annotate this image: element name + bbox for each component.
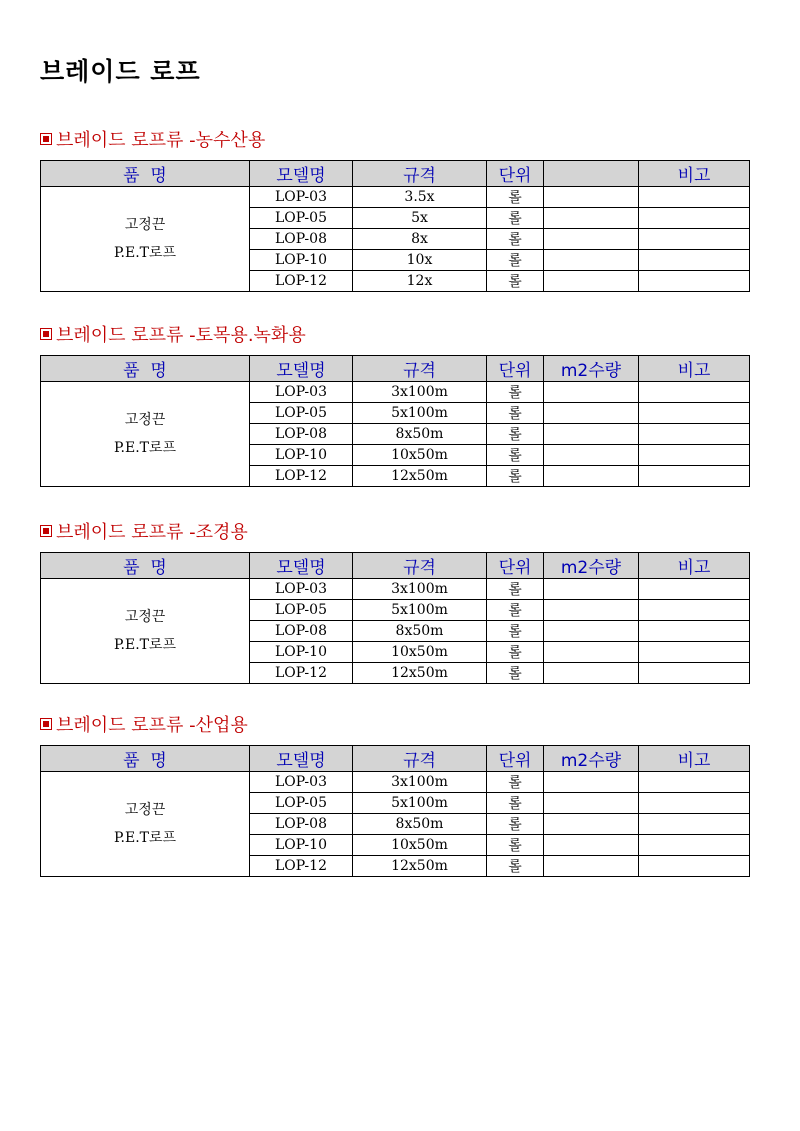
spec-cell: 3x100m bbox=[353, 382, 487, 403]
table-header-row bbox=[41, 553, 750, 579]
product-name-cell bbox=[41, 187, 250, 292]
unit-cell: 롤 bbox=[487, 793, 544, 814]
table-header-row bbox=[41, 161, 750, 187]
quantity-cell bbox=[544, 663, 639, 684]
header-note: 비고 bbox=[639, 161, 750, 187]
product-category: 고정끈 bbox=[124, 217, 166, 233]
spec-cell: 8x bbox=[353, 229, 487, 250]
header-quantity: m2수량 bbox=[544, 746, 639, 772]
header-model: 모델명 bbox=[250, 161, 353, 187]
spec-cell: 12x50m bbox=[353, 856, 487, 877]
note-cell bbox=[639, 445, 750, 466]
header-spec: 규격 bbox=[353, 553, 487, 579]
model-cell: LOP-05 bbox=[250, 403, 353, 424]
table-row bbox=[41, 187, 750, 208]
spec-cell: 10x50m bbox=[353, 445, 487, 466]
header-unit: 단위 bbox=[487, 553, 544, 579]
spec-table bbox=[40, 552, 750, 684]
quantity-cell bbox=[544, 466, 639, 487]
model-cell: LOP-03 bbox=[250, 772, 353, 793]
header-product-name: 품 명 bbox=[41, 161, 250, 187]
quantity-cell bbox=[544, 208, 639, 229]
model-cell: LOP-10 bbox=[250, 445, 353, 466]
header-quantity: m2수량 bbox=[544, 553, 639, 579]
spec-cell: 10x50m bbox=[353, 835, 487, 856]
spec-cell: 8x50m bbox=[353, 814, 487, 835]
product-category: 고정끈 bbox=[124, 802, 166, 818]
header-spec: 규격 bbox=[353, 161, 487, 187]
product-name-cell bbox=[41, 382, 250, 487]
note-cell bbox=[639, 250, 750, 271]
table-row bbox=[41, 579, 750, 600]
quantity-cell bbox=[544, 835, 639, 856]
red-square-bullet-icon bbox=[40, 133, 52, 145]
header-product-name: 품 명 bbox=[41, 746, 250, 772]
note-cell bbox=[639, 814, 750, 835]
spec-cell: 12x bbox=[353, 271, 487, 292]
note-cell bbox=[639, 621, 750, 642]
unit-cell: 롤 bbox=[487, 250, 544, 271]
product-type: P.E.T로프 bbox=[113, 830, 177, 846]
model-cell: LOP-12 bbox=[250, 466, 353, 487]
quantity-cell bbox=[544, 445, 639, 466]
quantity-cell bbox=[544, 250, 639, 271]
model-cell: LOP-12 bbox=[250, 856, 353, 877]
unit-cell: 롤 bbox=[487, 382, 544, 403]
unit-cell: 롤 bbox=[487, 271, 544, 292]
unit-cell: 롤 bbox=[487, 814, 544, 835]
section-heading bbox=[40, 323, 306, 345]
spec-cell: 5x100m bbox=[353, 793, 487, 814]
table-header-row bbox=[41, 356, 750, 382]
note-cell bbox=[639, 772, 750, 793]
quantity-cell bbox=[544, 793, 639, 814]
unit-cell: 롤 bbox=[487, 579, 544, 600]
model-cell: LOP-08 bbox=[250, 229, 353, 250]
note-cell bbox=[639, 856, 750, 877]
unit-cell: 롤 bbox=[487, 445, 544, 466]
note-cell bbox=[639, 271, 750, 292]
section-heading bbox=[40, 128, 265, 150]
quantity-cell bbox=[544, 382, 639, 403]
product-name-cell bbox=[41, 772, 250, 877]
spec-cell: 3x100m bbox=[353, 772, 487, 793]
red-square-bullet-icon bbox=[40, 525, 52, 537]
spec-cell: 3.5x bbox=[353, 187, 487, 208]
unit-cell: 롤 bbox=[487, 856, 544, 877]
header-model: 모델명 bbox=[250, 553, 353, 579]
note-cell bbox=[639, 382, 750, 403]
quantity-cell bbox=[544, 271, 639, 292]
red-square-bullet-icon bbox=[40, 718, 52, 730]
spec-table bbox=[40, 355, 750, 487]
section-heading-text: 브레이드 로프류 -산업용 bbox=[56, 715, 248, 736]
model-cell: LOP-03 bbox=[250, 187, 353, 208]
spec-cell: 8x50m bbox=[353, 621, 487, 642]
table-row bbox=[41, 382, 750, 403]
spec-cell: 3x100m bbox=[353, 579, 487, 600]
unit-cell: 롤 bbox=[487, 600, 544, 621]
quantity-cell bbox=[544, 600, 639, 621]
note-cell bbox=[639, 663, 750, 684]
quantity-cell bbox=[544, 229, 639, 250]
header-note: 비고 bbox=[639, 746, 750, 772]
section-heading bbox=[40, 713, 248, 735]
note-cell bbox=[639, 579, 750, 600]
model-cell: LOP-08 bbox=[250, 424, 353, 445]
header-quantity bbox=[544, 161, 639, 187]
quantity-cell bbox=[544, 642, 639, 663]
unit-cell: 롤 bbox=[487, 403, 544, 424]
unit-cell: 롤 bbox=[487, 663, 544, 684]
model-cell: LOP-03 bbox=[250, 579, 353, 600]
header-model: 모델명 bbox=[250, 356, 353, 382]
spec-cell: 10x50m bbox=[353, 642, 487, 663]
unit-cell: 롤 bbox=[487, 835, 544, 856]
model-cell: LOP-10 bbox=[250, 642, 353, 663]
header-note: 비고 bbox=[639, 356, 750, 382]
model-cell: LOP-05 bbox=[250, 208, 353, 229]
page-title: 브레이드 로프 bbox=[40, 57, 201, 86]
header-product-name: 품 명 bbox=[41, 356, 250, 382]
header-unit: 단위 bbox=[487, 161, 544, 187]
unit-cell: 롤 bbox=[487, 229, 544, 250]
note-cell bbox=[639, 600, 750, 621]
section-heading-text: 브레이드 로프류 -토목용.녹화용 bbox=[56, 325, 306, 346]
table-row bbox=[41, 772, 750, 793]
model-cell: LOP-08 bbox=[250, 814, 353, 835]
note-cell bbox=[639, 466, 750, 487]
product-type: P.E.T로프 bbox=[113, 637, 177, 653]
quantity-cell bbox=[544, 424, 639, 445]
table-header-row bbox=[41, 746, 750, 772]
spec-cell: 5x bbox=[353, 208, 487, 229]
header-spec: 규격 bbox=[353, 746, 487, 772]
model-cell: LOP-03 bbox=[250, 382, 353, 403]
header-product-name: 품 명 bbox=[41, 553, 250, 579]
header-quantity: m2수량 bbox=[544, 356, 639, 382]
model-cell: LOP-08 bbox=[250, 621, 353, 642]
quantity-cell bbox=[544, 856, 639, 877]
header-unit: 단위 bbox=[487, 356, 544, 382]
spec-cell: 8x50m bbox=[353, 424, 487, 445]
note-cell bbox=[639, 642, 750, 663]
product-category: 고정끈 bbox=[124, 609, 166, 625]
header-unit: 단위 bbox=[487, 746, 544, 772]
section-heading-text: 브레이드 로프류 -조경용 bbox=[56, 522, 248, 543]
spec-table bbox=[40, 160, 750, 292]
quantity-cell bbox=[544, 187, 639, 208]
quantity-cell bbox=[544, 579, 639, 600]
quantity-cell bbox=[544, 772, 639, 793]
note-cell bbox=[639, 793, 750, 814]
model-cell: LOP-10 bbox=[250, 250, 353, 271]
model-cell: LOP-05 bbox=[250, 793, 353, 814]
note-cell bbox=[639, 424, 750, 445]
spec-cell: 5x100m bbox=[353, 403, 487, 424]
unit-cell: 롤 bbox=[487, 642, 544, 663]
unit-cell: 롤 bbox=[487, 187, 544, 208]
spec-cell: 10x bbox=[353, 250, 487, 271]
unit-cell: 롤 bbox=[487, 466, 544, 487]
header-model: 모델명 bbox=[250, 746, 353, 772]
model-cell: LOP-12 bbox=[250, 663, 353, 684]
unit-cell: 롤 bbox=[487, 208, 544, 229]
quantity-cell bbox=[544, 621, 639, 642]
product-type: P.E.T로프 bbox=[113, 245, 177, 261]
product-name-cell bbox=[41, 579, 250, 684]
note-cell bbox=[639, 187, 750, 208]
spec-cell: 12x50m bbox=[353, 663, 487, 684]
header-spec: 규격 bbox=[353, 356, 487, 382]
quantity-cell bbox=[544, 814, 639, 835]
unit-cell: 롤 bbox=[487, 772, 544, 793]
spec-table bbox=[40, 745, 750, 877]
unit-cell: 롤 bbox=[487, 621, 544, 642]
note-cell bbox=[639, 208, 750, 229]
model-cell: LOP-05 bbox=[250, 600, 353, 621]
red-square-bullet-icon bbox=[40, 328, 52, 340]
note-cell bbox=[639, 835, 750, 856]
spec-cell: 5x100m bbox=[353, 600, 487, 621]
model-cell: LOP-12 bbox=[250, 271, 353, 292]
header-note: 비고 bbox=[639, 553, 750, 579]
note-cell bbox=[639, 403, 750, 424]
section-heading-text: 브레이드 로프류 -농수산용 bbox=[56, 130, 266, 151]
model-cell: LOP-10 bbox=[250, 835, 353, 856]
spec-cell: 12x50m bbox=[353, 466, 487, 487]
product-type: P.E.T로프 bbox=[113, 440, 177, 456]
product-category: 고정끈 bbox=[124, 412, 166, 428]
note-cell bbox=[639, 229, 750, 250]
unit-cell: 롤 bbox=[487, 424, 544, 445]
quantity-cell bbox=[544, 403, 639, 424]
section-heading bbox=[40, 520, 248, 542]
